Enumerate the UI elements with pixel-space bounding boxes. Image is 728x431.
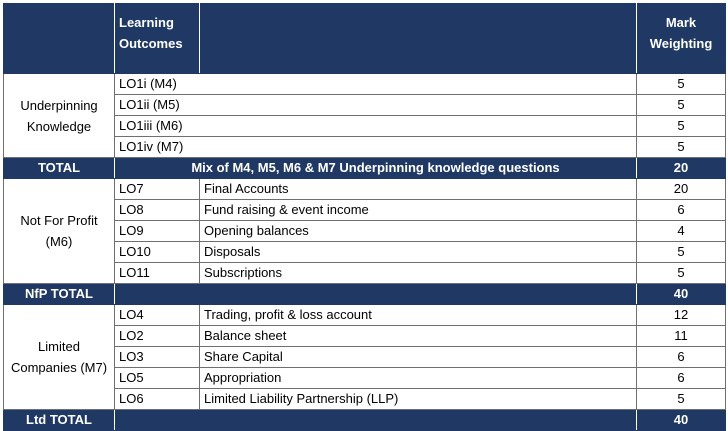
total-mark: 40 bbox=[637, 410, 726, 431]
lo-cell: LO8 bbox=[115, 200, 200, 221]
table-row bbox=[4, 74, 726, 95]
lo-cell: LO9 bbox=[115, 221, 200, 242]
header-blank bbox=[4, 4, 115, 74]
total-label: NfP TOTAL bbox=[4, 284, 115, 305]
mark-cell: 6 bbox=[637, 200, 726, 221]
mark-cell: 6 bbox=[637, 368, 726, 389]
desc-cell: Share Capital bbox=[200, 347, 637, 368]
total-label: Ltd TOTAL bbox=[4, 410, 115, 431]
desc-cell: Balance sheet bbox=[200, 326, 637, 347]
total-mark: 40 bbox=[637, 284, 726, 305]
mark-cell: 6 bbox=[637, 347, 726, 368]
mark-cell: 5 bbox=[637, 242, 726, 263]
mark-cell: 5 bbox=[637, 116, 726, 137]
desc-cell: Appropriation bbox=[200, 368, 637, 389]
lo-cell: LO5 bbox=[115, 368, 200, 389]
lo-cell: LO4 bbox=[115, 305, 200, 326]
header-row bbox=[4, 4, 726, 74]
lo-cell: LO11 bbox=[115, 263, 200, 284]
desc-cell: Trading, profit & loss account bbox=[200, 305, 637, 326]
total-row-ltd bbox=[4, 410, 726, 431]
desc-cell: Disposals bbox=[200, 242, 637, 263]
total-description bbox=[115, 410, 637, 431]
total-row-underpinning bbox=[4, 158, 726, 179]
mark-cell: 5 bbox=[637, 95, 726, 116]
lo-cell: LO1i (M4) bbox=[115, 74, 637, 95]
header-mark-weighting: Mark Weighting bbox=[637, 4, 726, 74]
desc-cell: Fund raising & event income bbox=[200, 200, 637, 221]
table-row bbox=[4, 305, 726, 326]
desc-cell: Opening balances bbox=[200, 221, 637, 242]
mark-cell: 5 bbox=[637, 74, 726, 95]
header-description bbox=[200, 4, 637, 74]
desc-cell: Final Accounts bbox=[200, 179, 637, 200]
table-row bbox=[4, 179, 726, 200]
total-description bbox=[115, 284, 637, 305]
desc-cell: Limited Liability Partnership (LLP) bbox=[200, 389, 637, 410]
lo-cell: LO1iv (M7) bbox=[115, 137, 637, 158]
mark-cell: 12 bbox=[637, 305, 726, 326]
group-underpinning-knowledge: Underpinning Knowledge bbox=[4, 74, 115, 158]
total-description: Mix of M4, M5, M6 & M7 Underpinning knowledge questions bbox=[115, 158, 637, 179]
header-learning-outcomes: Learning Outcomes bbox=[115, 4, 200, 74]
desc-cell: Subscriptions bbox=[200, 263, 637, 284]
mark-cell: 20 bbox=[637, 179, 726, 200]
mark-cell: 5 bbox=[637, 137, 726, 158]
lo-cell: LO10 bbox=[115, 242, 200, 263]
mark-cell: 5 bbox=[637, 263, 726, 284]
mark-cell: 11 bbox=[637, 326, 726, 347]
group-not-for-profit: Not For Profit (M6) bbox=[4, 179, 115, 284]
lo-cell: LO7 bbox=[115, 179, 200, 200]
lo-cell: LO3 bbox=[115, 347, 200, 368]
lo-cell: LO6 bbox=[115, 389, 200, 410]
lo-cell: LO2 bbox=[115, 326, 200, 347]
total-label: TOTAL bbox=[4, 158, 115, 179]
lo-cell: LO1ii (M5) bbox=[115, 95, 637, 116]
total-row-nfp bbox=[4, 284, 726, 305]
total-mark: 20 bbox=[637, 158, 726, 179]
group-limited-companies: Limited Companies (M7) bbox=[4, 305, 115, 410]
lo-cell: LO1iii (M6) bbox=[115, 116, 637, 137]
mark-cell: 5 bbox=[637, 389, 726, 410]
mark-cell: 4 bbox=[637, 221, 726, 242]
mark-weighting-table bbox=[3, 3, 726, 431]
